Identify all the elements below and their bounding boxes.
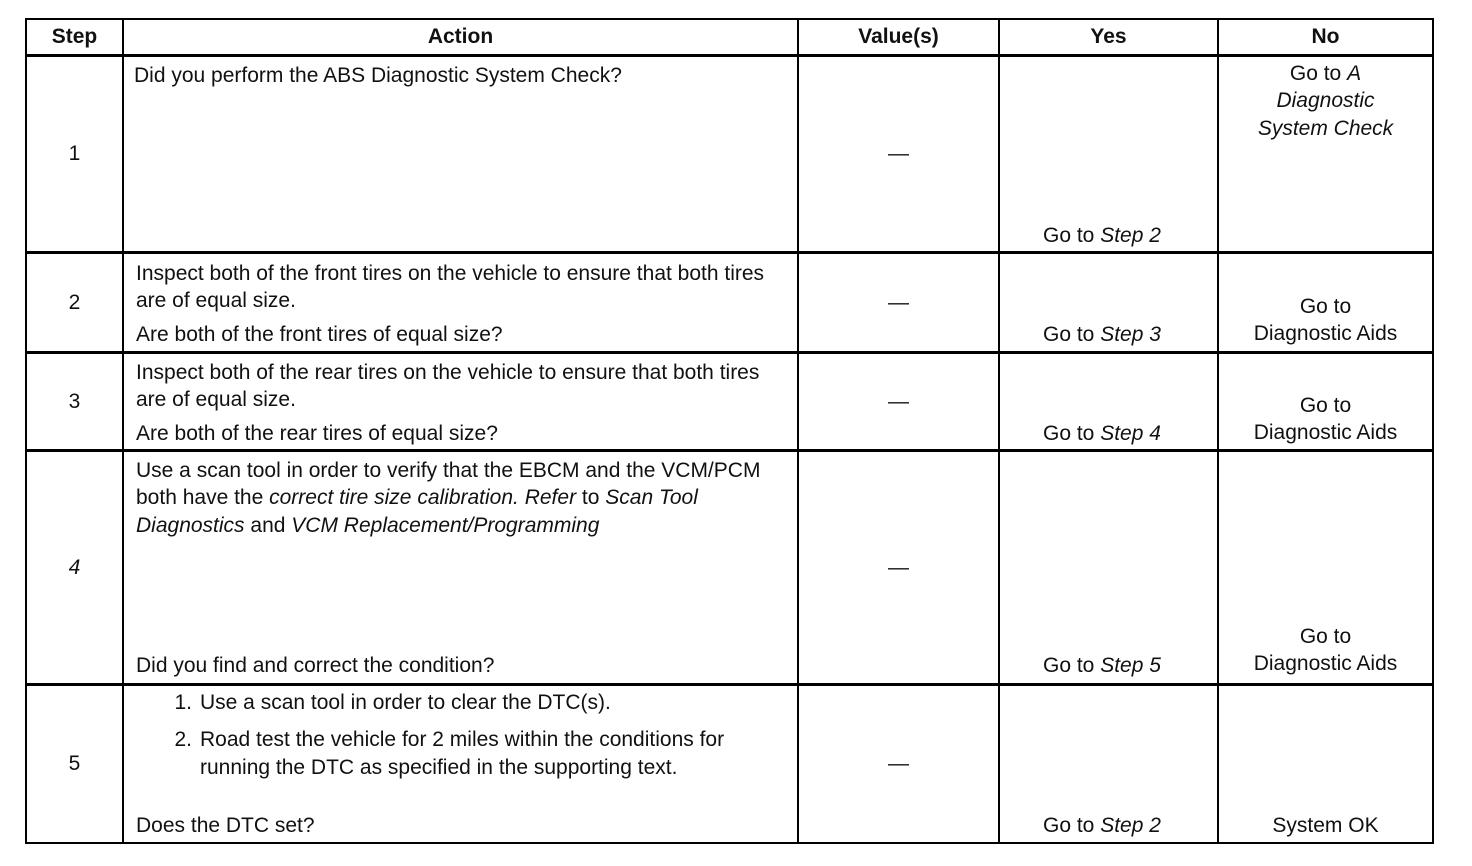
action-question: Does the DTC set? bbox=[136, 814, 315, 837]
no-target: A bbox=[1347, 62, 1362, 85]
step-number: 4 bbox=[68, 555, 81, 579]
action-list bbox=[124, 689, 797, 781]
action-question: Are both of the rear tires of equal size? bbox=[136, 422, 498, 445]
list-number: 1. bbox=[174, 691, 192, 714]
yes-target: Step 2 bbox=[1100, 224, 1161, 247]
yes-prefix: Go to bbox=[1043, 814, 1095, 837]
no-target: Diagnostic bbox=[1276, 89, 1375, 113]
header-values: Value(s) bbox=[858, 24, 939, 48]
no-cell bbox=[1219, 60, 1432, 142]
yes-cell bbox=[1043, 420, 1161, 447]
value-cell: — bbox=[888, 389, 909, 413]
value-cell: — bbox=[888, 555, 909, 579]
action-connector: and bbox=[250, 513, 286, 537]
yes-cell bbox=[1043, 652, 1161, 679]
yes-prefix: Go to bbox=[1043, 654, 1095, 677]
yes-prefix: Go to bbox=[1043, 422, 1095, 445]
list-item bbox=[124, 726, 789, 781]
action-text: Inspect both of the rear tires on the vehicle to ensure that both tires are of equal size. bbox=[136, 361, 760, 412]
yes-target: Step 3 bbox=[1100, 323, 1161, 346]
list-text: Use a scan tool in order to clear the DTC(s). bbox=[200, 691, 611, 714]
no-prefix: Go to bbox=[1289, 62, 1342, 85]
row-divider bbox=[25, 351, 1434, 354]
yes-cell bbox=[1043, 321, 1161, 348]
no-line: Diagnostic Aids bbox=[1253, 322, 1398, 346]
list-text: Road test the vehicle for 2 miles within the conditions for running the DTC as specified in the supporting text. bbox=[200, 728, 725, 779]
reference-link[interactable]: Scan Tool Diagnostics bbox=[136, 486, 698, 537]
row-divider bbox=[25, 251, 1434, 254]
yes-cell bbox=[1043, 812, 1161, 839]
action-text: Inspect both of the front tires on the vehicle to ensure that both tires are of equal size. bbox=[136, 262, 765, 313]
header-no: No bbox=[1311, 24, 1340, 48]
diagnostic-table bbox=[25, 18, 1434, 844]
list-item bbox=[124, 689, 789, 716]
no-target: System Check bbox=[1257, 116, 1394, 140]
header-yes: Yes bbox=[1090, 24, 1127, 48]
action-question: Are both of the front tires of equal size? bbox=[136, 323, 503, 346]
yes-target: Step 4 bbox=[1100, 422, 1161, 445]
no-line: Go to bbox=[1299, 394, 1352, 417]
no-line: Go to bbox=[1299, 625, 1352, 648]
value-cell: — bbox=[888, 142, 909, 166]
header-action: Action bbox=[427, 24, 494, 48]
action-text: Did you perform the ABS Diagnostic System Check? bbox=[134, 64, 622, 87]
yes-prefix: Go to bbox=[1043, 224, 1095, 247]
no-cell bbox=[1219, 293, 1432, 348]
reference-link[interactable]: VCM Replacement/Programming bbox=[291, 513, 600, 537]
yes-target: Step 5 bbox=[1100, 654, 1161, 677]
yes-cell bbox=[1043, 222, 1161, 249]
action-instruction: Use a scan tool in order to verify that the EBCM and the VCM/PCM both have the bbox=[136, 459, 761, 510]
step-number: 3 bbox=[68, 389, 81, 413]
no-cell bbox=[1219, 623, 1432, 678]
step-number: 2 bbox=[68, 290, 81, 314]
row-divider bbox=[25, 683, 1434, 686]
action-question: Did you find and correct the condition? bbox=[136, 654, 495, 677]
yes-target: Step 2 bbox=[1100, 814, 1161, 837]
action-text bbox=[124, 457, 797, 539]
no-line: Diagnostic Aids bbox=[1253, 421, 1398, 445]
yes-prefix: Go to bbox=[1043, 323, 1095, 346]
value-cell: — bbox=[888, 290, 909, 314]
step-number: 5 bbox=[68, 752, 81, 776]
no-line: Diagnostic Aids bbox=[1253, 652, 1398, 676]
row-divider bbox=[25, 449, 1434, 452]
action-emphasis: correct tire size calibration. Refer bbox=[269, 486, 577, 510]
no-cell: System OK bbox=[1272, 814, 1379, 837]
value-cell: — bbox=[888, 752, 909, 776]
no-line: Go to bbox=[1299, 295, 1352, 318]
table-border-bottom bbox=[25, 842, 1434, 844]
no-cell bbox=[1219, 392, 1432, 447]
list-number: 2. bbox=[174, 728, 192, 752]
table-border-right bbox=[1432, 18, 1434, 844]
column-divider bbox=[998, 18, 1000, 844]
header-step: Step bbox=[51, 24, 98, 48]
step-number: 1 bbox=[68, 142, 81, 166]
action-connector: to bbox=[581, 486, 600, 510]
